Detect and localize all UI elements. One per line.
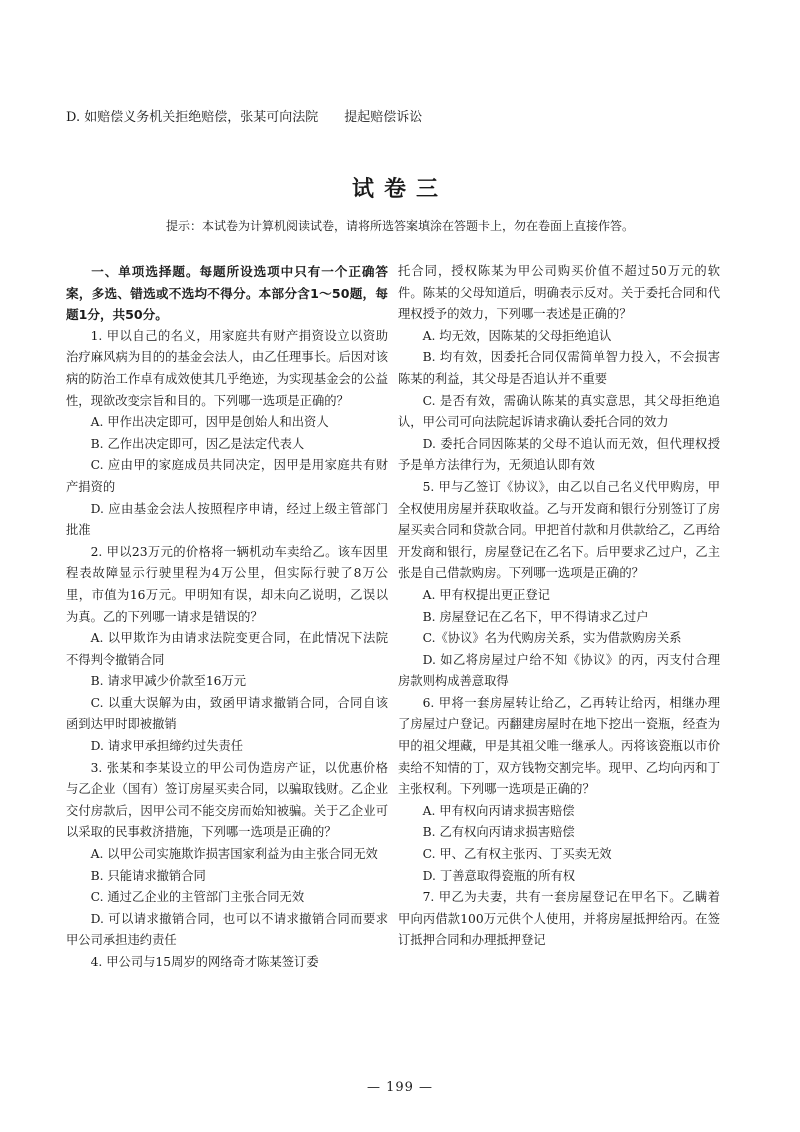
question-3-option-c: C. 通过乙企业的主管部门主张合同无效 [90, 890, 305, 905]
question-4-stem-start: 4. 甲公司与15周岁的网络奇才陈某签订委 [90, 955, 319, 969]
previous-question-option-d: D. 如赔偿义务机关拒绝赔偿，张某可向法院 提起赔偿诉讼 [66, 110, 423, 125]
question-1-option-a: A. 甲作出决定即可，因甲是创始人和出资人 [90, 415, 329, 430]
question-7-stem-start: 7. 甲乙为夫妻，共有一套房屋登记在甲名下。乙瞒着甲向丙借款100万元供个人使用，并将房屋抵押给丙。在签订抵押合同和办理抵押登记 [398, 890, 720, 948]
left-column [66, 261, 388, 974]
question-4-option-d: D. 委托合同因陈某的父母不追认而无效，但代理权授予是单方法律行为，无须追认即有效 [398, 436, 720, 473]
question-5-option-d: D. 如乙将房屋过户给不知《协议》的丙，丙支付合理房款则构成善意取得 [398, 652, 720, 689]
question-1-stem: 1. 甲以自己的名义，用家庭共有财产捐资设立以资助治疗麻风病为目的的基金会法人，由乙任理事长。后因对该病的防治工作卓有成效使其几乎绝迹，为实现基金会的公益性，现欲改变宗旨和目的。下列哪一选项是正确的？ [66, 328, 388, 408]
question-4-stem-continued: 托合同，授权陈某为甲公司购买价值不超过50万元的软件。陈某的父母知道后，明确表示反对。关于委托合同和代理权授予的效力，下列哪一表述是正确的？ [398, 264, 720, 322]
question-6-option-c: C. 甲、乙有权主张丙、丁买卖无效 [422, 847, 612, 862]
section-heading: 一、单项选择题。每题所设选项中只有一个正确答案，多选、错选或不选均不得分。本部分含1～50题，每题1分，共50分。 [66, 264, 388, 323]
question-2-option-a: A. 以甲欺诈为由请求法院变更合同，在此情况下法院不得判令撤销合同 [66, 631, 388, 667]
question-3-option-a: A. 以甲公司实施欺诈损害国家利益为由主张合同无效 [90, 847, 378, 862]
question-1-option-b: B. 乙作出决定即可，因乙是法定代表人 [90, 436, 305, 451]
question-2-option-b: B. 请求甲减少价款至16万元 [90, 674, 247, 689]
right-column [398, 261, 720, 952]
question-3-stem: 3. 张某和李某设立的甲公司伪造房产证，以优惠价格与乙企业（国有）签订房屋买卖合同，以骗取钱财。乙企业交付房款后，因甲公司不能交房而始知被骗。关于乙企业可以采取的民事救济措施，下列哪一选项是正确的？ [66, 760, 388, 840]
question-2-stem: 2. 甲以23万元的价格将一辆机动车卖给乙。该车因里程表故障显示行驶里程为4万公里，但实际行驶了8万公里，市值为16万元。甲明知有误，却未向乙说明，乙误以为真。乙的下列哪一请求是错误的？ [66, 544, 388, 624]
page-title: 试卷三 [351, 177, 448, 202]
question-6-option-a: A. 甲有权向丙请求损害赔偿 [422, 803, 575, 818]
question-3-option-b: B. 只能请求撤销合同 [90, 868, 206, 883]
page-number: — 199 — [366, 1080, 434, 1095]
question-4-option-b: B. 均有效，因委托合同仅需简单智力投入，不会损害陈某的利益，其父母是否追认并不重要 [398, 350, 720, 386]
exam-notice: 提示：本试卷为计算机阅读试卷，请将所选答案填涂在答题卡上，勿在卷面上直接作答。 [165, 219, 634, 233]
question-6-option-b: B. 乙有权向丙请求损害赔偿 [422, 825, 575, 840]
question-5-option-b: B. 房屋登记在乙名下，甲不得请求乙过户 [422, 609, 649, 624]
question-4-option-a: A. 均无效，因陈某的父母拒绝追认 [422, 328, 612, 343]
question-6-stem: 6. 甲将一套房屋转让给乙，乙再转让给丙，相继办理了房屋过户登记。丙翻建房屋时在地下挖出一瓷瓶，经查为甲的祖父埋藏，甲是其祖父唯一继承人。丙将该瓷瓶以市价卖给不知情的丁，双方钱物交割完毕。现甲、乙均向丙和丁主张权利。下列哪一选项是正确的？ [398, 695, 720, 797]
question-1-option-d: D. 应由基金会法人按照程序申请，经过上级主管部门批准 [66, 501, 388, 538]
question-1-option-c: C. 应由甲的家庭成员共同决定，因甲是用家庭共有财产捐资的 [66, 458, 388, 494]
question-2-option-c: C. 以重大误解为由，致函甲请求撤销合同，合同自该函到达甲时即被撤销 [66, 695, 388, 732]
question-5-stem: 5. 甲与乙签订《协议》，由乙以自己名义代甲购房，甲全权使用房屋并获取收益。乙与开发商和银行分别签订了房屋买卖合同和贷款合同。甲把首付款和月供款给乙，乙再给开发商和银行，房屋登记在乙名下。后甲要求乙过户，乙主张是自己借款购房。下列哪一选项是正确的？ [398, 479, 720, 581]
question-2-option-d: D. 请求甲承担缔约过失责任 [90, 739, 244, 754]
question-5-option-c: C.《协议》名为代购房关系，实为借款购房关系 [422, 631, 682, 646]
question-4-option-c: C. 是否有效，需确认陈某的真实意思，其父母拒绝追认，甲公司可向法院起诉请求确认委托合同的效力 [398, 393, 720, 430]
question-3-option-d: D. 可以请求撤销合同，也可以不请求撤销合同而要求甲公司承担违约责任 [66, 911, 388, 948]
question-6-option-d: D. 丁善意取得瓷瓶的所有权 [422, 868, 576, 883]
question-5-option-a: A. 甲有权提出更正登记 [422, 587, 550, 602]
